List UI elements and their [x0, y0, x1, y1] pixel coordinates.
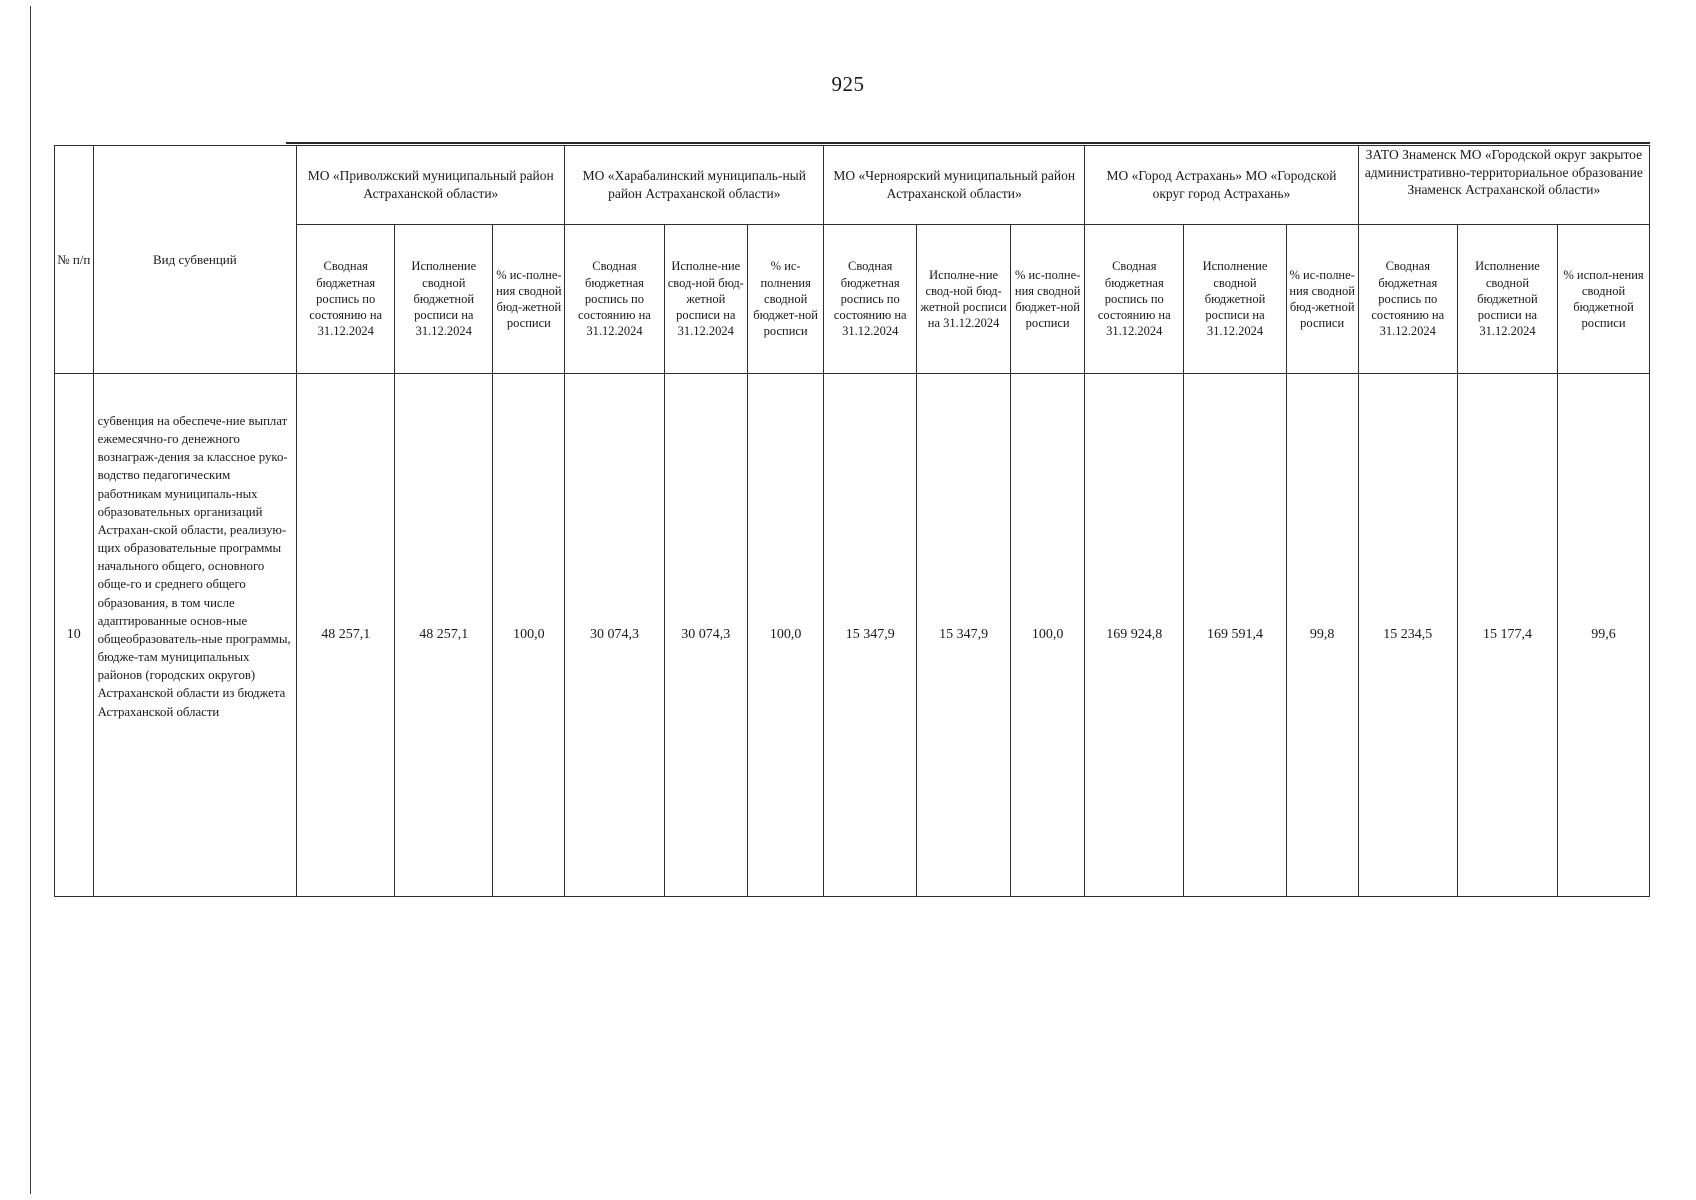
page-number: 925	[831, 72, 865, 96]
row-number-cell: 10	[55, 374, 94, 897]
column-header-percent: % испол-нения сводной бюджетной росписи	[1558, 225, 1650, 374]
column-header-execution: Исполнение сводной бюджетной росписи на 31.12.2024	[1457, 225, 1557, 374]
execution-value: 15 347,9	[917, 374, 1011, 897]
subsidy-table-container	[54, 145, 1650, 897]
column-header-budget-plan: Сводная бюджетная роспись по состоянию на 31.12.2024	[1358, 225, 1457, 374]
header-row-organizations	[55, 146, 1650, 225]
budget-plan-value: 15 347,9	[824, 374, 917, 897]
column-header-budget-plan: Сводная бюджетная роспись по состоянию на 31.12.2024	[297, 225, 395, 374]
column-header-percent: % ис-полнения сводной бюджет-ной росписи	[748, 225, 824, 374]
column-header-execution: Исполнение сводной бюджетной росписи на 31.12.2024	[395, 225, 493, 374]
page-binding-line	[30, 6, 31, 1194]
subsidy-description-cell: субвенция на обеспече-ние выплат ежемесячно-го денежного вознаграж-дения за классное руко-водство педагогическим работникам муниципаль-ных образовательных организаций Астрахан-ской области, реализую-щих образовательные программы начального общего, основного обще-го и среднего общего образования, в том числе адаптированные основ-ные общеобразователь-ные программы, бюдже-там муниципальных районов (городских округов) Астраханской области из бюджета Астраханской области	[93, 374, 297, 897]
execution-value: 15 177,4	[1457, 374, 1557, 897]
column-header-budget-plan: Сводная бюджетная роспись по состоянию на 31.12.2024	[824, 225, 917, 374]
column-header-budget-plan: Сводная бюджетная роспись по состоянию на 31.12.2024	[1085, 225, 1184, 374]
table-top-rule	[286, 142, 1650, 144]
table-row	[55, 374, 1650, 897]
budget-plan-value: 48 257,1	[297, 374, 395, 897]
column-header-execution: Исполне-ние свод-ной бюд-жетной росписи на 31.12.2024	[664, 225, 748, 374]
subsidy-execution-table	[54, 145, 1650, 897]
percent-value: 99,8	[1286, 374, 1358, 897]
budget-plan-value: 15 234,5	[1358, 374, 1457, 897]
column-header-execution: Исполне-ние свод-ной бюд-жетной росписи на 31.12.2024	[917, 225, 1011, 374]
percent-value: 100,0	[493, 374, 565, 897]
org-header-astrakhan-city: МО «Город Астрахань» МО «Городской округ город Астрахань»	[1085, 146, 1358, 225]
column-header-execution: Исполнение сводной бюджетной росписи на 31.12.2024	[1184, 225, 1286, 374]
column-header-percent: % ис-полне-ния сводной бюд-жетной росписи	[493, 225, 565, 374]
budget-plan-value: 30 074,3	[565, 374, 664, 897]
row-number-header: № п/п	[55, 146, 94, 374]
column-header-percent: % ис-полне-ния сводной бюд-жетной росписи	[1286, 225, 1358, 374]
org-header-znamensk: ЗАТО Знаменск МО «Городской округ закрытое административно-территориальное образование Знаменск Астраханской области»	[1358, 146, 1649, 225]
org-header-privolzhsky: МО «Приволжский муниципальный район Астраханской области»	[297, 146, 565, 225]
execution-value: 30 074,3	[664, 374, 748, 897]
column-header-budget-plan: Сводная бюджетная роспись по состоянию на 31.12.2024	[565, 225, 664, 374]
org-header-kharabalinsky: МО «Харабалинский муниципаль-ный район Астраханской области»	[565, 146, 824, 225]
execution-value: 169 591,4	[1184, 374, 1286, 897]
subsidy-type-header: Вид субвенций	[93, 146, 297, 374]
percent-value: 100,0	[748, 374, 824, 897]
execution-value: 48 257,1	[395, 374, 493, 897]
column-header-percent: % ис-полне-ния сводной бюджет-ной росписи	[1011, 225, 1085, 374]
budget-plan-value: 169 924,8	[1085, 374, 1184, 897]
org-header-chernoyarsky: МО «Черноярский муниципальный район Астраханской области»	[824, 146, 1085, 225]
percent-value: 99,6	[1558, 374, 1650, 897]
percent-value: 100,0	[1011, 374, 1085, 897]
